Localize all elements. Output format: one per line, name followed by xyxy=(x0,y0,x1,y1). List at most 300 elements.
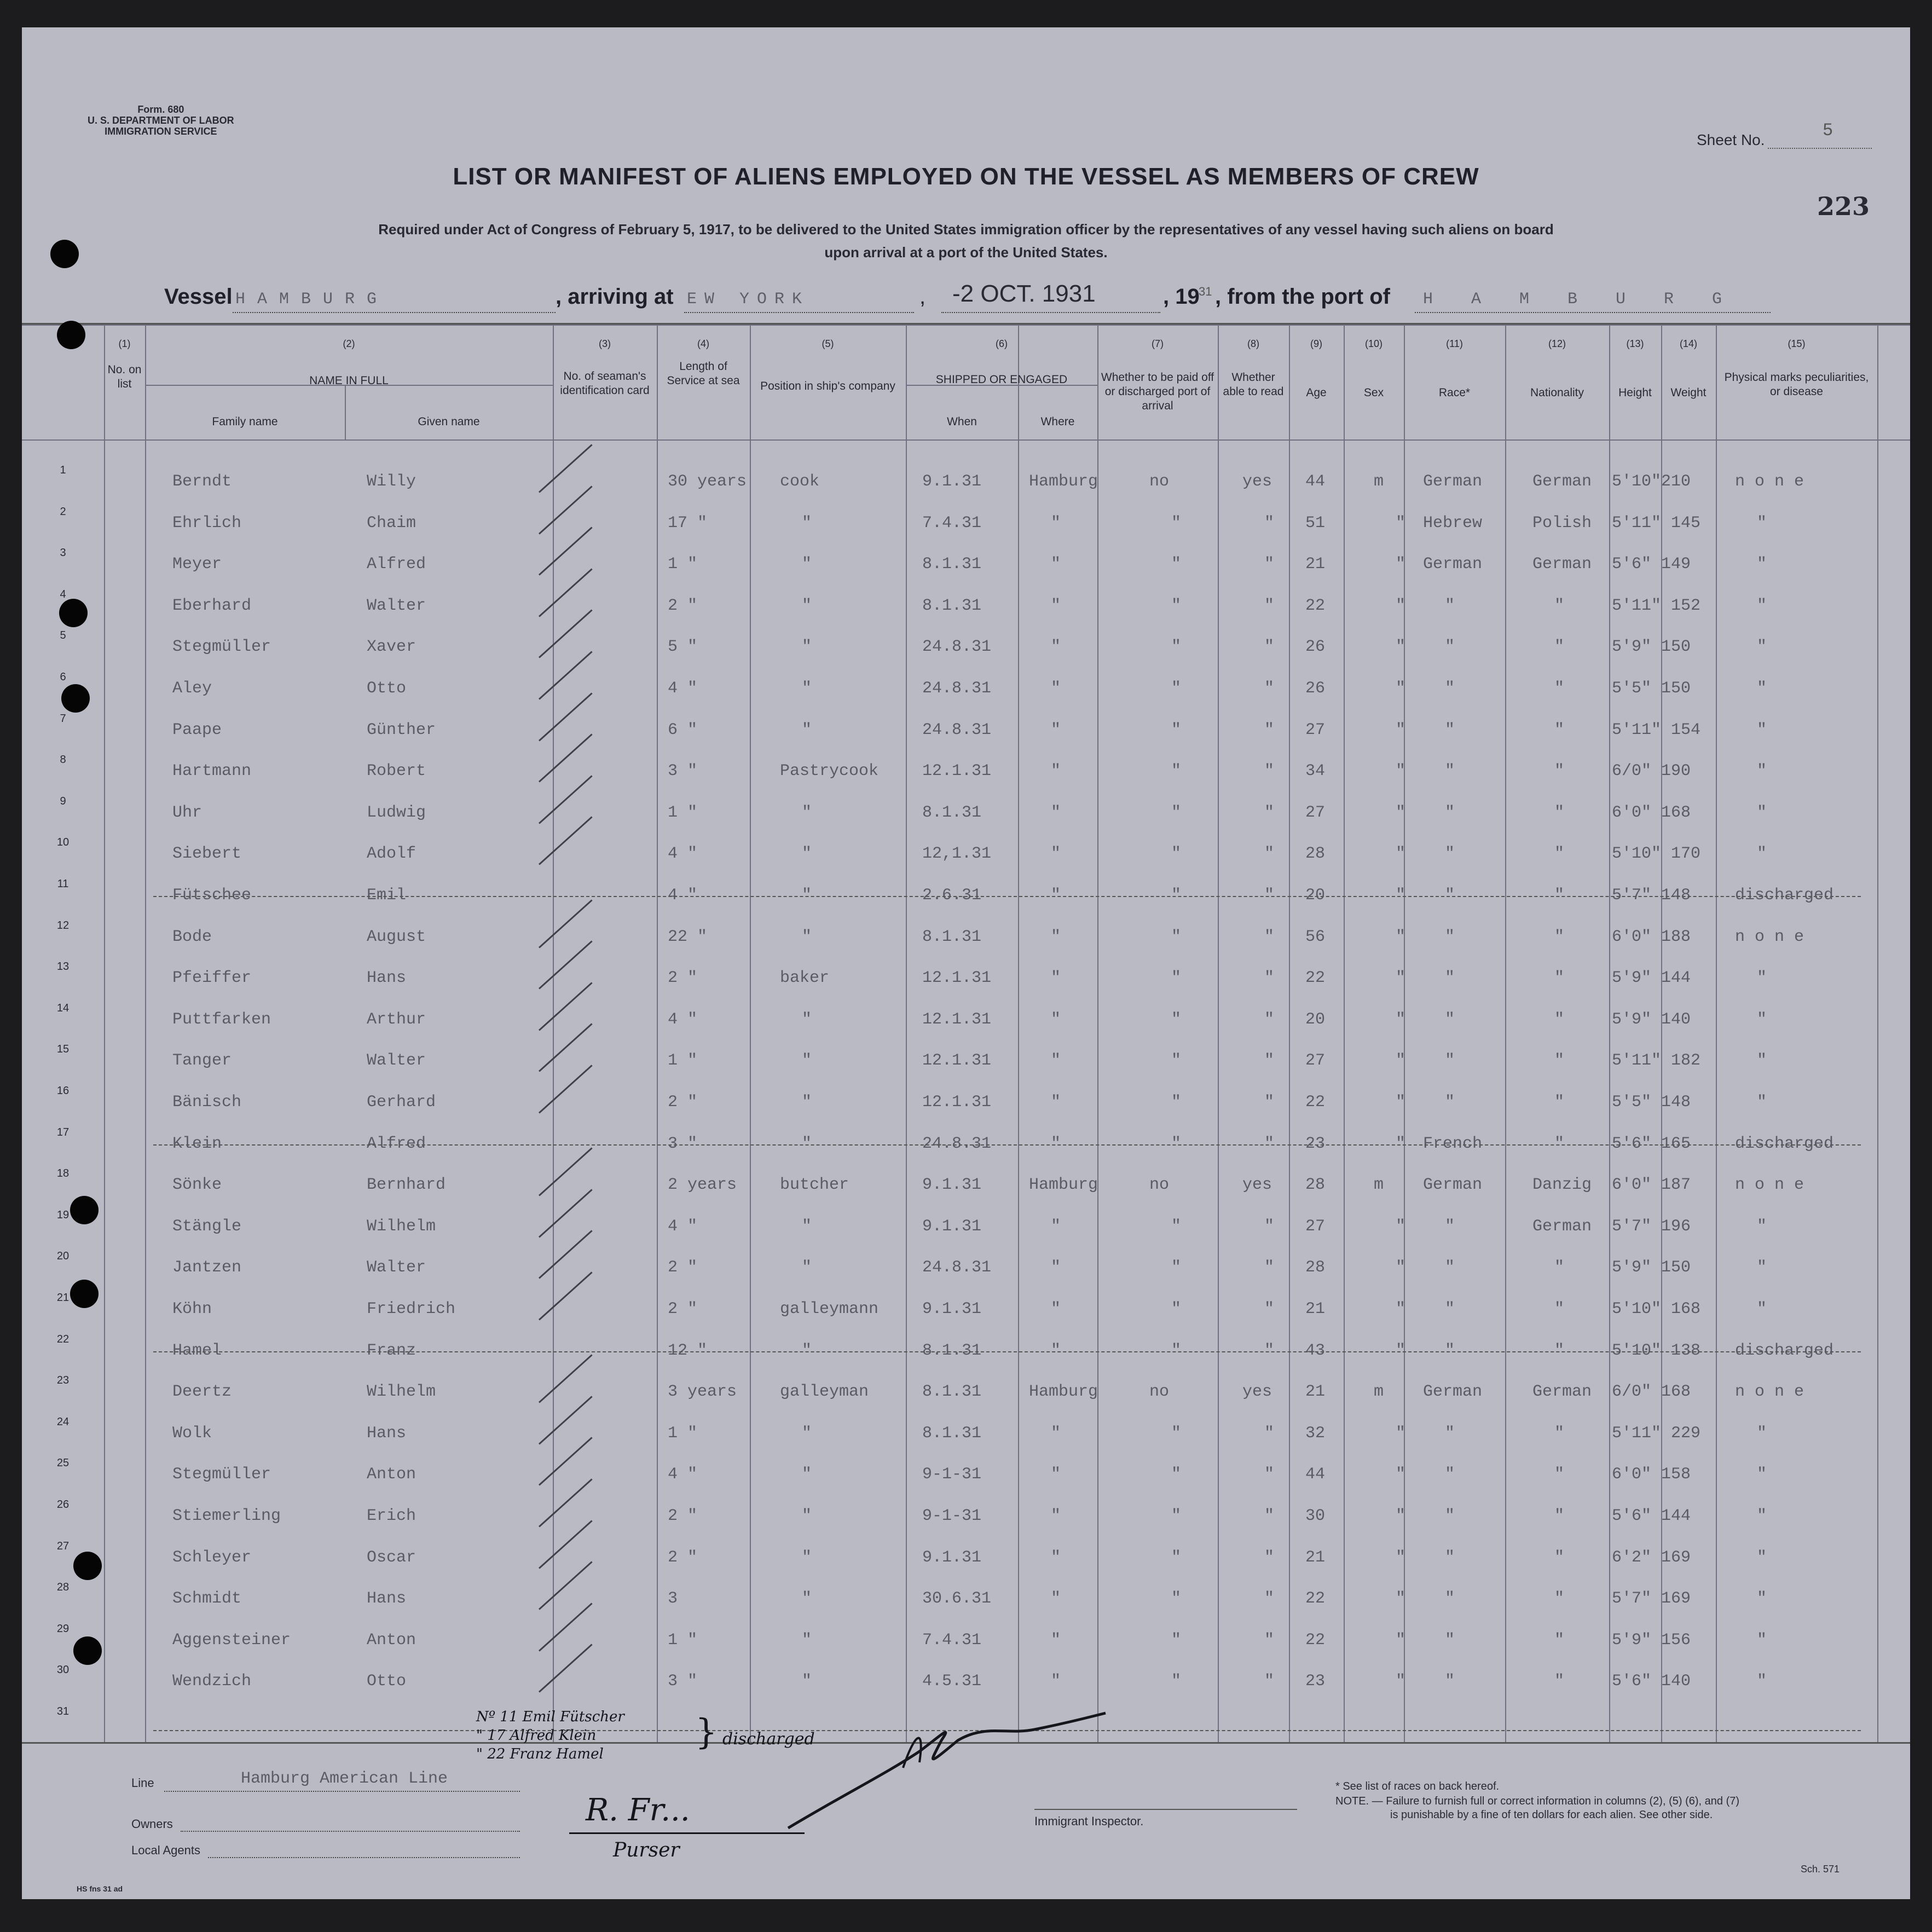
check-mark xyxy=(539,1437,593,1486)
cell-family: Tanger xyxy=(172,1051,232,1071)
cell-family: Pfeiffer xyxy=(172,969,252,988)
cell-where: " xyxy=(1051,803,1061,822)
cell-paid: " xyxy=(1171,1258,1182,1277)
cell-where: " xyxy=(1051,1300,1061,1318)
row-number: 31 xyxy=(56,1705,70,1717)
cell-when: 12.1.31 xyxy=(922,1093,992,1112)
inspector-line xyxy=(1034,1809,1297,1810)
cell-hw: 5'11" 154 xyxy=(1612,720,1701,739)
cell-when: 7.4.31 xyxy=(922,1630,982,1650)
punch-hole xyxy=(57,321,85,349)
cell-read: " xyxy=(1264,969,1275,988)
agents-dotline xyxy=(208,1857,520,1858)
cell-position: " xyxy=(802,927,812,946)
header-rule xyxy=(22,439,1910,441)
cell-position: " xyxy=(802,1341,812,1360)
cell-age: 20 xyxy=(1305,886,1326,905)
cell-nationality: " xyxy=(1554,1424,1565,1443)
cell-paid: " xyxy=(1171,803,1182,822)
cell-marks: " xyxy=(1757,1010,1767,1029)
cell-given: Walter xyxy=(367,1258,426,1277)
row-number: 7 xyxy=(60,712,66,725)
cell-service: 1 " xyxy=(668,1051,698,1071)
cell-service: 3 " xyxy=(668,762,698,781)
cell-family: Eberhard xyxy=(172,596,252,615)
races-note: * See list of races on back hereof. xyxy=(1335,1780,1500,1792)
cell-family: Aggensteiner xyxy=(172,1630,291,1650)
cell-paid: no xyxy=(1149,472,1170,491)
cell-race: " xyxy=(1445,638,1455,657)
check-mark xyxy=(539,568,593,617)
cell-read: " xyxy=(1264,720,1275,739)
cell-where: " xyxy=(1051,1465,1061,1484)
column-number: (4) xyxy=(697,338,709,349)
subtitle xyxy=(22,218,1910,264)
row-number: 25 xyxy=(56,1457,70,1470)
row-number: 14 xyxy=(56,1002,70,1014)
column-number: (3) xyxy=(599,338,611,349)
check-mark xyxy=(539,1271,593,1320)
subcolumn-rule xyxy=(1018,385,1019,439)
cell-race: " xyxy=(1445,1424,1455,1443)
discharged-note-line: Nº 11 Emil Fütscher xyxy=(476,1709,624,1725)
cell-service: 12 " xyxy=(668,1341,708,1360)
column-rule xyxy=(1018,439,1019,1742)
discharged-note xyxy=(476,1708,624,1763)
check-mark xyxy=(539,1023,593,1072)
cell-given: Erich xyxy=(367,1507,417,1525)
cell-age: 28 xyxy=(1305,1258,1326,1277)
cell-read: " xyxy=(1264,555,1275,574)
strike-line xyxy=(153,896,1861,897)
cell-position: " xyxy=(802,886,812,905)
cell-position: " xyxy=(802,555,812,574)
row-number: 20 xyxy=(56,1250,70,1263)
cell-where: " xyxy=(1051,1093,1061,1112)
cell-hw: 5'9" 156 xyxy=(1612,1630,1691,1650)
cell-when: 30.6.31 xyxy=(922,1589,992,1609)
cell-race: German xyxy=(1423,555,1483,574)
cell-given: Anton xyxy=(367,1630,417,1650)
cell-position: " xyxy=(802,596,812,615)
line-dotline xyxy=(164,1791,520,1792)
cell-marks: " xyxy=(1757,555,1767,574)
cell-paid: " xyxy=(1171,969,1182,988)
cell-hw: 5'11" 229 xyxy=(1612,1424,1701,1443)
row-number: 21 xyxy=(56,1292,70,1304)
cell-paid: " xyxy=(1171,1589,1182,1609)
cell-nationality: " xyxy=(1554,1258,1565,1277)
cell-race: French xyxy=(1423,1134,1483,1153)
cell-nationality: " xyxy=(1554,596,1565,615)
cell-paid: " xyxy=(1171,1134,1182,1153)
cell-nationality: " xyxy=(1554,1010,1565,1029)
cell-position: " xyxy=(802,1424,812,1443)
cell-paid: " xyxy=(1171,1424,1182,1443)
cell-age: 21 xyxy=(1305,1548,1326,1567)
cell-sex: " xyxy=(1396,969,1406,988)
cell-race: " xyxy=(1445,1093,1455,1112)
column-number: (7) xyxy=(1152,338,1164,349)
line-value: Hamburg American Line xyxy=(241,1769,448,1788)
cell-family: Schmidt xyxy=(172,1589,242,1609)
cell-family: Ehrlich xyxy=(172,513,242,533)
from-value: HAMBURG xyxy=(1423,290,1761,309)
cell-when: 9-1-31 xyxy=(922,1465,982,1484)
cell-nationality: " xyxy=(1554,1300,1565,1318)
column-rule xyxy=(750,325,751,1742)
check-mark xyxy=(539,817,593,865)
cell-where: " xyxy=(1051,1258,1061,1277)
cell-sex: " xyxy=(1396,1507,1406,1525)
check-mark xyxy=(539,1520,593,1569)
cell-hw: 5'5" 148 xyxy=(1612,1093,1691,1112)
cell-family: Aley xyxy=(172,679,212,698)
cell-age: 21 xyxy=(1305,1383,1326,1402)
manifest-sheet xyxy=(22,27,1910,1899)
cell-when: 2.6.31 xyxy=(922,886,982,905)
cell-race: " xyxy=(1445,1051,1455,1071)
cell-read: " xyxy=(1264,1589,1275,1609)
cell-hw: 6'0" 168 xyxy=(1612,803,1691,822)
cell-hw: 5'10" 138 xyxy=(1612,1341,1701,1360)
form-header xyxy=(88,104,234,137)
cell-race: " xyxy=(1445,1341,1455,1360)
punch-hole xyxy=(61,684,90,713)
column-number: (14) xyxy=(1679,338,1697,349)
cell-hw: 5'7" 169 xyxy=(1612,1589,1691,1609)
cell-age: 22 xyxy=(1305,1630,1326,1650)
cell-where: " xyxy=(1051,1217,1061,1236)
cell-given: Walter xyxy=(367,596,426,615)
cell-paid: " xyxy=(1171,844,1182,864)
cell-paid: " xyxy=(1171,1051,1182,1071)
department: U. S. DEPARTMENT OF LABOR xyxy=(88,115,234,126)
cell-nationality: " xyxy=(1554,1507,1565,1525)
cell-service: 2 " xyxy=(668,1258,698,1277)
cell-age: 34 xyxy=(1305,762,1326,781)
cell-given: Robert xyxy=(367,762,426,781)
date-stamp: -2 OCT. 1931 xyxy=(952,280,1096,307)
cell-position: " xyxy=(802,1093,812,1112)
cell-read: " xyxy=(1264,1258,1275,1277)
strike-line xyxy=(153,1351,1861,1352)
cell-service: 6 " xyxy=(668,720,698,739)
cell-marks: " xyxy=(1757,638,1767,657)
column-header: SHIPPED OR ENGAGED xyxy=(935,373,1068,386)
column-header: Height xyxy=(1618,386,1652,399)
cell-read: " xyxy=(1264,679,1275,698)
cell-marks: discharged xyxy=(1735,1341,1834,1360)
line-label: Line xyxy=(131,1776,154,1790)
cell-position: " xyxy=(802,1630,812,1650)
row-number: 2 xyxy=(60,505,66,518)
cell-given: Walter xyxy=(367,1051,426,1071)
column-rule xyxy=(1661,325,1662,1742)
cell-age: 22 xyxy=(1305,1589,1326,1609)
cell-when: 24.8.31 xyxy=(922,1134,992,1153)
cell-where: " xyxy=(1051,1341,1061,1360)
cell-where: " xyxy=(1051,1010,1061,1029)
column-number: (15) xyxy=(1788,338,1806,349)
cell-where: Hamburg xyxy=(1029,1383,1098,1402)
cell-when: 8.1.31 xyxy=(922,803,982,822)
cell-when: 24.8.31 xyxy=(922,720,992,739)
cell-nationality: " xyxy=(1554,803,1565,822)
cell-hw: 5'6" 165 xyxy=(1612,1134,1691,1153)
cell-race: " xyxy=(1445,1258,1455,1277)
cell-given: August xyxy=(367,927,426,946)
cell-position: " xyxy=(802,1258,812,1277)
cell-sex: " xyxy=(1396,1010,1406,1029)
from-label: , from the port of xyxy=(1215,285,1390,309)
cell-hw: 6'0" 188 xyxy=(1612,927,1691,946)
cell-hw: 5'9" 150 xyxy=(1612,1258,1691,1277)
cell-family: Stängle xyxy=(172,1217,242,1236)
cell-paid: no xyxy=(1149,1176,1170,1195)
cell-service: 4 " xyxy=(668,1010,698,1029)
subtitle-line-2: upon arrival at a port of the United States. xyxy=(824,244,1108,261)
cell-hw: 5'10" 168 xyxy=(1612,1300,1701,1318)
cell-paid: " xyxy=(1171,720,1182,739)
cell-service: 22 " xyxy=(668,927,708,946)
cell-sex: m xyxy=(1374,1383,1384,1402)
cell-position: " xyxy=(802,1548,812,1567)
cell-marks: n o n e xyxy=(1735,927,1804,946)
cell-age: 32 xyxy=(1305,1424,1326,1443)
cell-position: galleyman xyxy=(780,1383,869,1402)
cell-sex: m xyxy=(1374,472,1384,491)
year-label: , 19 xyxy=(1163,285,1200,309)
column-number: (2) xyxy=(343,338,355,349)
check-mark xyxy=(539,982,593,1031)
cell-hw: 5'9" 144 xyxy=(1612,969,1691,988)
column-header: No. of seaman's identification card xyxy=(560,370,650,397)
cell-age: 23 xyxy=(1305,1672,1326,1691)
cell-hw: 5'10" 170 xyxy=(1612,844,1701,864)
cell-given: Oscar xyxy=(367,1548,417,1567)
cell-where: " xyxy=(1051,679,1061,698)
cell-when: 12.1.31 xyxy=(922,1051,992,1071)
cell-where: Hamburg xyxy=(1029,1176,1098,1195)
cell-given: Ludwig xyxy=(367,803,426,822)
cell-paid: " xyxy=(1171,1341,1182,1360)
cell-sex: " xyxy=(1396,762,1406,781)
cell-paid: " xyxy=(1171,1672,1182,1691)
check-mark xyxy=(539,444,593,493)
cell-service: 17 " xyxy=(668,513,708,533)
cell-family: Paape xyxy=(172,720,222,739)
cell-nationality: " xyxy=(1554,1548,1565,1567)
cell-given: Wilhelm xyxy=(367,1383,436,1402)
cell-age: 27 xyxy=(1305,803,1326,822)
cell-age: 21 xyxy=(1305,555,1326,574)
cell-sex: " xyxy=(1396,555,1406,574)
cell-paid: " xyxy=(1171,555,1182,574)
check-mark xyxy=(539,1355,593,1403)
row-number: 27 xyxy=(56,1540,70,1552)
cell-when: 12.1.31 xyxy=(922,1010,992,1029)
cell-family: Siebert xyxy=(172,844,242,864)
check-mark xyxy=(539,610,593,658)
cell-service: 1 " xyxy=(668,1630,698,1650)
row-number: 24 xyxy=(56,1415,70,1428)
cell-position: " xyxy=(802,1010,812,1029)
cell-sex: " xyxy=(1396,803,1406,822)
cell-when: 7.4.31 xyxy=(922,513,982,533)
cell-marks: " xyxy=(1757,1672,1767,1691)
cell-race: " xyxy=(1445,1548,1455,1567)
vessel-label: Vessel xyxy=(164,285,233,309)
row-number: 17 xyxy=(56,1126,70,1138)
cell-read: yes xyxy=(1242,1176,1272,1195)
column-rule xyxy=(1404,325,1405,1742)
cell-hw: 6'2" 169 xyxy=(1612,1548,1691,1567)
cell-nationality: " xyxy=(1554,1051,1565,1071)
cell-hw: 5'6" 144 xyxy=(1612,1507,1691,1525)
cell-position: " xyxy=(802,679,812,698)
column-header: Whether to be paid off or discharged port of arrival xyxy=(1101,371,1214,412)
cell-position: " xyxy=(802,1507,812,1525)
cell-paid: " xyxy=(1171,513,1182,533)
cell-age: 44 xyxy=(1305,472,1326,491)
cell-hw: 5'11" 182 xyxy=(1612,1051,1701,1071)
from-dotline xyxy=(1415,312,1771,313)
cell-when: 8.1.31 xyxy=(922,1341,982,1360)
cell-paid: " xyxy=(1171,1093,1182,1112)
cell-race: " xyxy=(1445,720,1455,739)
cell-nationality: " xyxy=(1554,1341,1565,1360)
cell-when: 8.1.31 xyxy=(922,1424,982,1443)
check-mark xyxy=(539,941,593,990)
cell-paid: " xyxy=(1171,1465,1182,1484)
row-number: 29 xyxy=(56,1622,70,1635)
cell-service: 4 " xyxy=(668,886,698,905)
cell-sex: " xyxy=(1396,844,1406,864)
row-number: 30 xyxy=(56,1664,70,1676)
cell-service: 5 " xyxy=(668,638,698,657)
column-rule xyxy=(1344,325,1345,1742)
cell-sex: " xyxy=(1396,1548,1406,1567)
check-mark xyxy=(539,651,593,699)
cell-read: " xyxy=(1264,1672,1275,1691)
punch-hole xyxy=(73,1636,102,1665)
cell-position: butcher xyxy=(780,1176,849,1195)
cell-marks: " xyxy=(1757,679,1767,698)
cell-position: " xyxy=(802,803,812,822)
subcolumn-rule xyxy=(345,385,346,439)
cell-where: " xyxy=(1051,1051,1061,1071)
cell-given: Emil xyxy=(367,886,407,905)
check-mark xyxy=(539,527,593,576)
cell-when: 24.8.31 xyxy=(922,638,992,657)
cell-age: 22 xyxy=(1305,969,1326,988)
cell-nationality: Danzig xyxy=(1532,1176,1592,1195)
subtitle-line-1: Required under Act of Congress of February 5, 1917, to be delivered to the United States immigration officer by the representatives of any vessel having such aliens on board xyxy=(378,221,1554,238)
cell-family: Sönke xyxy=(172,1176,222,1195)
cell-family: Bode xyxy=(172,927,212,946)
cell-hw: 6'0" 187 xyxy=(1612,1176,1691,1195)
cell-service: 2 " xyxy=(668,596,698,615)
cell-where: " xyxy=(1051,596,1061,615)
cell-read: " xyxy=(1264,844,1275,864)
check-mark xyxy=(539,1189,593,1237)
cell-age: 30 xyxy=(1305,1507,1326,1525)
cell-paid: " xyxy=(1171,1548,1182,1567)
cell-given: Gerhard xyxy=(367,1093,436,1112)
cell-read: " xyxy=(1264,1010,1275,1029)
cell-family: Berndt xyxy=(172,472,232,491)
cell-paid: " xyxy=(1171,596,1182,615)
cell-when: 24.8.31 xyxy=(922,679,992,698)
cell-given: Hans xyxy=(367,1424,407,1443)
cell-position: " xyxy=(802,638,812,657)
cell-when: 9.1.31 xyxy=(922,1548,982,1567)
cell-read: " xyxy=(1264,1424,1275,1443)
cell-race: " xyxy=(1445,762,1455,781)
arriving-value: EW YORK xyxy=(687,290,810,309)
cell-marks: discharged xyxy=(1735,886,1834,905)
cell-position: " xyxy=(802,513,812,533)
cell-read: " xyxy=(1264,1217,1275,1236)
cell-hw: 6'0" 158 xyxy=(1612,1465,1691,1484)
arriving-dotline xyxy=(684,312,914,313)
cell-family: Hartmann xyxy=(172,762,252,781)
cell-sex: " xyxy=(1396,1630,1406,1650)
cell-when: 9-1-31 xyxy=(922,1507,982,1525)
row-number: 4 xyxy=(60,588,66,600)
column-rule xyxy=(1505,325,1506,1742)
cell-hw: 5'5" 150 xyxy=(1612,679,1691,698)
vessel-value: HAMBURG xyxy=(235,290,389,309)
cell-race: " xyxy=(1445,886,1455,905)
cell-family: Stiemerling xyxy=(172,1507,281,1525)
row-number: 28 xyxy=(56,1581,70,1594)
cell-service: 4 " xyxy=(668,679,698,698)
cell-sex: " xyxy=(1396,1341,1406,1360)
cell-given: Bernhard xyxy=(367,1176,446,1195)
discharged-note-line: " 22 Franz Hamel xyxy=(476,1746,604,1762)
check-mark xyxy=(539,775,593,824)
cell-service: 2 years xyxy=(668,1176,737,1195)
cell-race: " xyxy=(1445,1589,1455,1609)
row-number: 15 xyxy=(56,1043,70,1056)
cell-position: " xyxy=(802,1217,812,1236)
cell-race: " xyxy=(1445,1630,1455,1650)
cell-hw: 5'11" 145 xyxy=(1612,513,1701,533)
cell-paid: " xyxy=(1171,1217,1182,1236)
cell-marks: " xyxy=(1757,1093,1767,1112)
cell-sex: " xyxy=(1396,1424,1406,1443)
cell-race: " xyxy=(1445,1010,1455,1029)
note-line-1: NOTE. — Failure to furnish full or correct information in columns (2), (5) (6), and (7) xyxy=(1335,1795,1740,1807)
cell-family: Köhn xyxy=(172,1300,212,1318)
cell-read: " xyxy=(1264,1341,1275,1360)
cell-hw: 5'7" 148 xyxy=(1612,886,1691,905)
column-rule xyxy=(553,325,554,1742)
check-mark xyxy=(539,1644,593,1693)
cell-race: " xyxy=(1445,1507,1455,1525)
cell-sex: " xyxy=(1396,1217,1406,1236)
cell-service: 3 " xyxy=(668,1134,698,1153)
cell-given: Adolf xyxy=(367,844,417,864)
cell-given: Hans xyxy=(367,1589,407,1609)
check-mark xyxy=(539,1148,593,1196)
agents-label: Local Agents xyxy=(131,1843,200,1857)
cell-paid: " xyxy=(1171,1300,1182,1318)
cell-age: 43 xyxy=(1305,1341,1326,1360)
cell-nationality: " xyxy=(1554,638,1565,657)
